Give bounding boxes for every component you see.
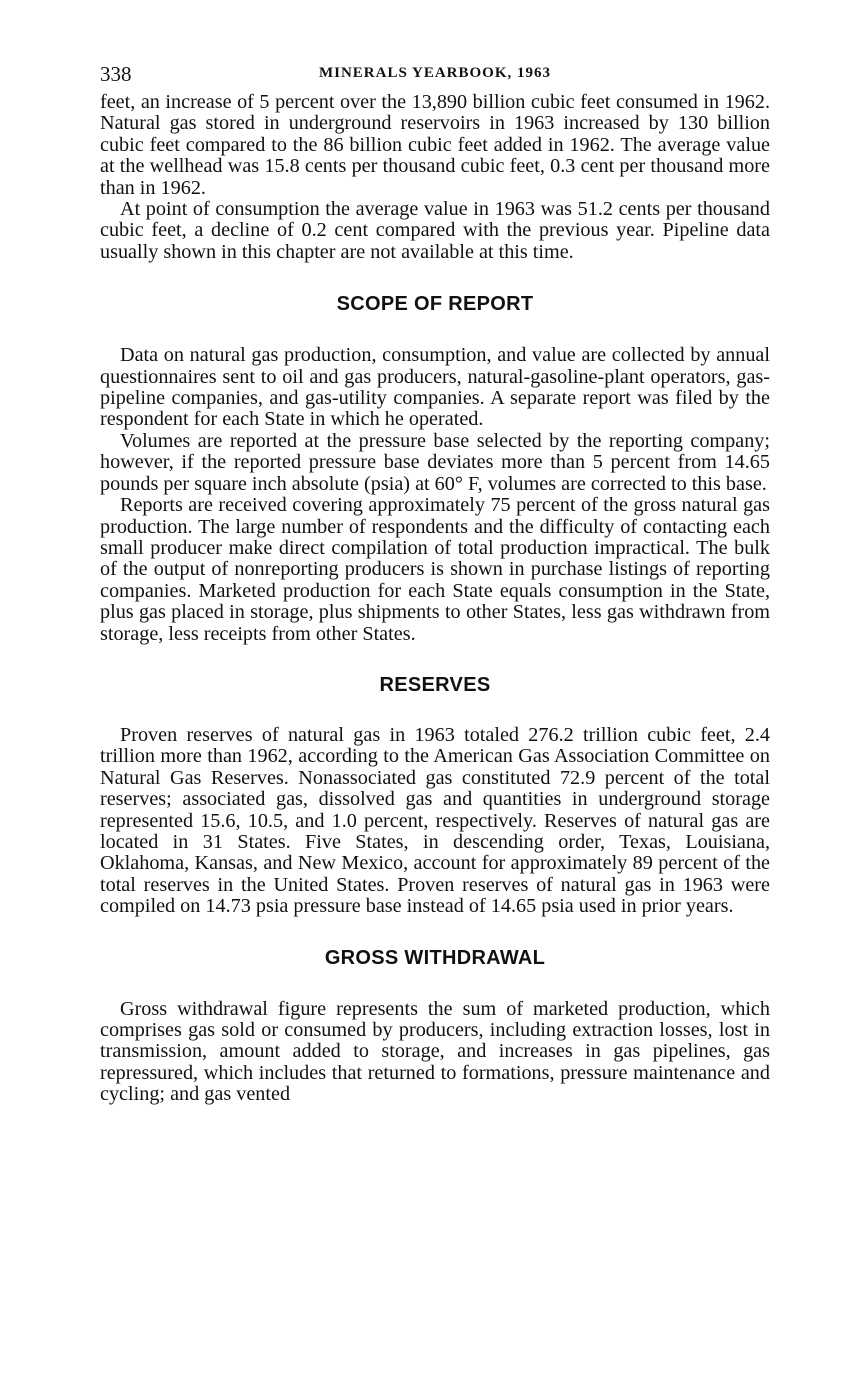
reserves-section: [100, 673, 770, 918]
body-paragraph: Volumes are reported at the pressure base selected by the reporting company; however, if the reported pressure base deviates more than 5 percent from 14.65 pounds per square inch absolute (psia) at 60° F, volumes are corrected to this base.: [100, 429, 770, 495]
section-heading-gross-withdrawal: GROSS WITHDRAWAL: [324, 946, 546, 969]
body-paragraph: Reports are received covering approximately 75 percent of the gross natural gas production. The large number of respondents and the difficulty of contacting each small producer make direct compilation of total production impractical. The bulk of the output of nonreporting producers is shown in purchase listings of reporting companies. Marketed production for each State equals consumption in the State, plus gas placed in storage, plus shipments to other States, less gas withdrawn from storage, less receipts from other States.: [100, 494, 770, 645]
body-paragraph: Proven reserves of natural gas in 1963 totaled 276.2 trillion cubic feet, 2.4 trillion more than 1962, according to the American Gas Association Committee on Natural Gas Reserves. Nonassociated gas constituted 72.9 percent of the total reserves; associated gas, dissolved gas and quantities in underground storage represented 15.6, 10.5, and 1.0 percent, respectively. Reserves of natural gas are located in 31 States. Five States, in descending order, Texas, Louisiana, Oklahoma, Kansas, and New Mexico, account for approximately 89 percent of the total reserves in the United States. Proven reserves of natural gas in 1963 were compiled on 14.73 psia pressure base instead of 14.65 psia used in prior years.: [100, 723, 770, 918]
body-paragraph: feet, an increase of 5 percent over the 13,890 billion cubic feet consumed in 1962. Natural gas stored in underground reservoirs in 1963 increased by 130 billion cubic feet compared to the 86 billion cubic feet added in 1962. The average value at the wellhead was 15.8 cents per thousand cubic feet, 0.3 cent per thousand more than in 1962.: [100, 91, 770, 199]
document-page: [100, 62, 770, 1106]
intro-section: [100, 92, 770, 263]
section-heading-scope: SCOPE OF REPORT: [336, 293, 534, 316]
body-paragraph: Gross withdrawal figure represents the sum of marketed production, which comprises gas sold or consumed by producers, including extraction losses, lost in transmission, amount added to storage, and increases in gas pipelines, gas repressured, which includes that returned to formations, pressure maintenance and cycling; and gas vented: [100, 997, 770, 1106]
scope-section: [100, 292, 770, 645]
running-title: MINERALS YEARBOOK, 1963: [318, 65, 552, 81]
running-header: [100, 62, 770, 92]
section-heading-reserves: RESERVES: [379, 673, 491, 696]
body-paragraph: Data on natural gas production, consumption, and value are collected by annual questionnaires sent to oil and gas producers, natural-gasoline-plant operators, gas-pipeline companies, and gas-utility companies. A separate report was filed by the respondent for each State in which he operated.: [100, 344, 770, 431]
body-paragraph: At point of consumption the average value in 1963 was 51.2 cents per thousand cubic feet, a decline of 0.2 cent compared with the previous year. Pipeline data usually shown in this chapter are not available at this time.: [100, 198, 770, 263]
page-number: 338: [100, 62, 132, 86]
gross-withdrawal-section: [100, 946, 770, 1106]
